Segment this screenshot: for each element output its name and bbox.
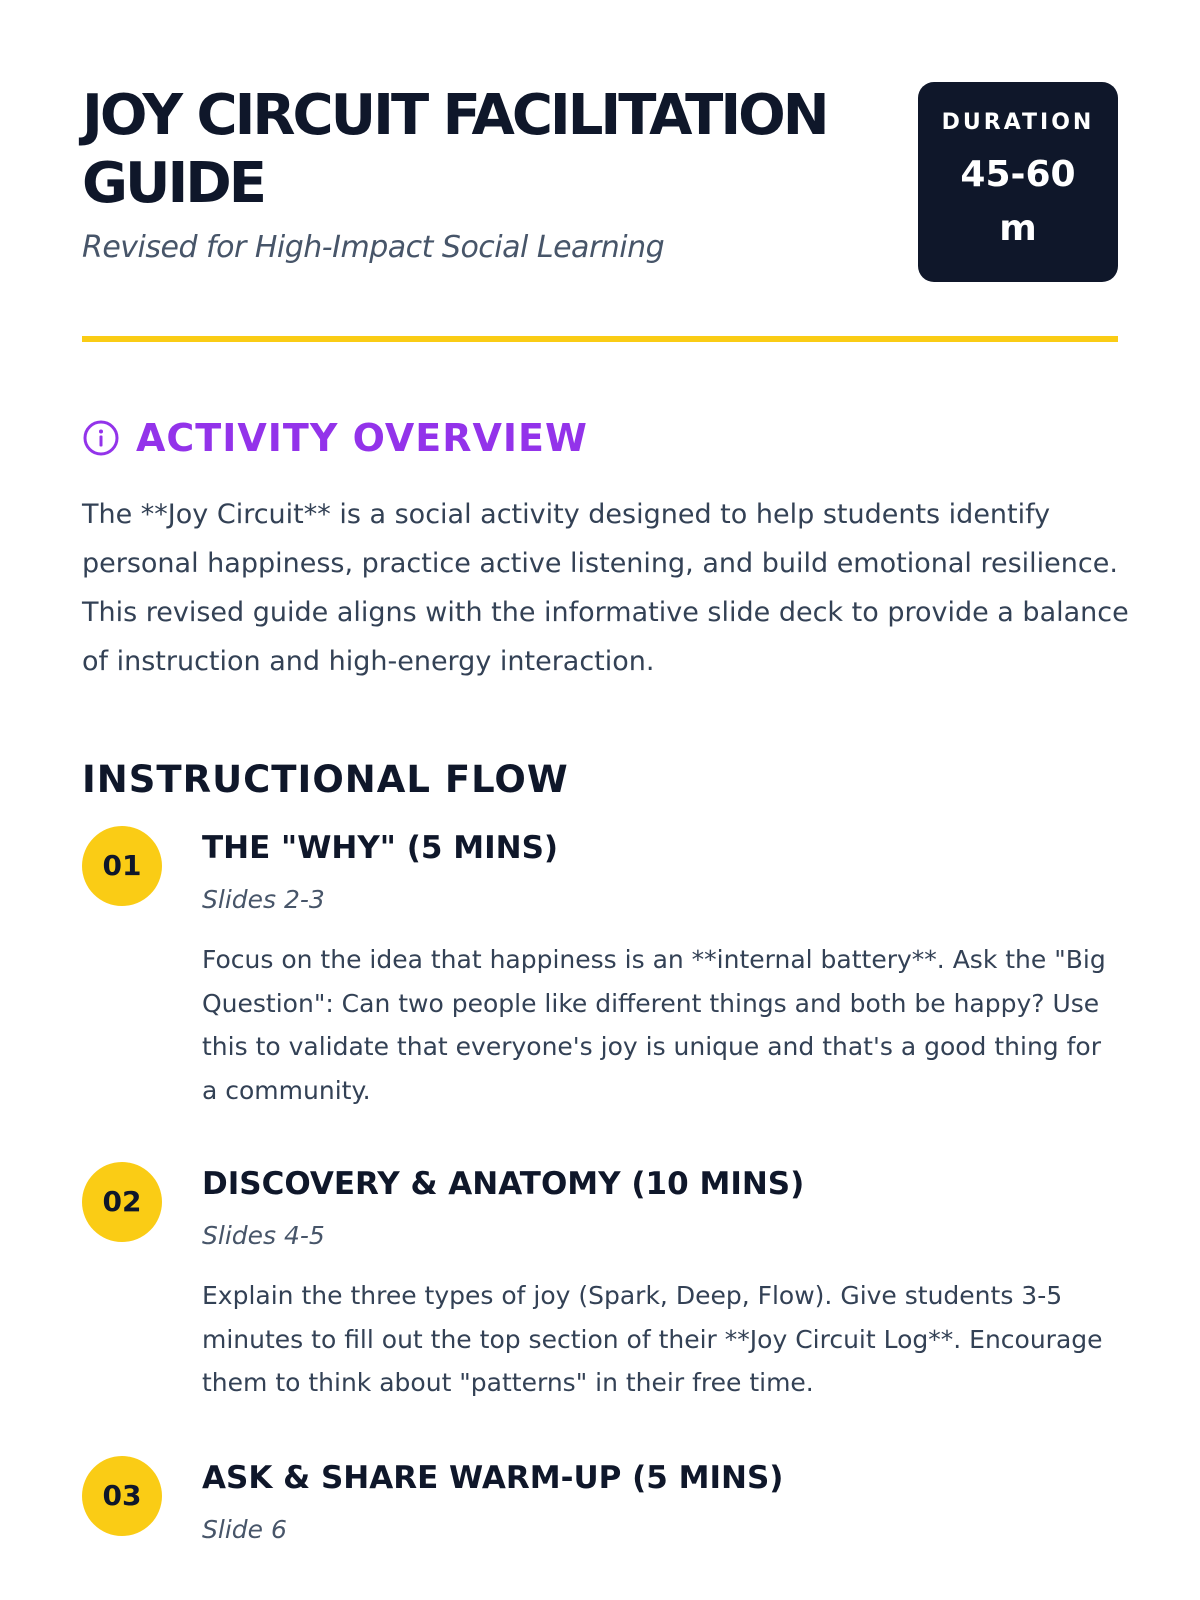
step-body xyxy=(202,1162,1122,1405)
page-title: JOY CIRCUIT FACILITATION GUIDE xyxy=(82,83,827,216)
duration-label: DURATION xyxy=(941,110,1095,135)
step-body xyxy=(202,826,1122,1112)
step-number-badge: 01 xyxy=(82,826,162,906)
overview-text: The **Joy Circuit** is a social activity designed to help students identify personal happiness, practice active listening, and build emotional resilience. This revised guide aligns with the informative slide deck to provide a balance of instruction and high-energy interaction. xyxy=(82,499,1129,677)
step-description: Focus on the idea that happiness is an **internal battery**. Ask the "Big Question": Can two people like different things and both be happy? Use this to validate that everyone's joy is unique and that's a good thing for a community. xyxy=(202,945,1106,1105)
step-body xyxy=(202,1456,1122,1546)
header-divider xyxy=(82,336,1118,342)
duration-badge xyxy=(918,82,1118,282)
step-title: DISCOVERY & ANATOMY (10 MINS) xyxy=(202,1166,805,1202)
duration-value: 45-60m xyxy=(960,154,1076,249)
step-description: Explain the three types of joy (Spark, Deep, Flow). Give students 3-5 minutes to fill out the top section of their **Joy Circuit Log**. Encourage them to think about "patterns" in their free time. xyxy=(202,1281,1103,1397)
overview-heading xyxy=(82,414,588,462)
instructional-flow-title: INSTRUCTIONAL FLOW xyxy=(82,758,569,801)
overview-title: ACTIVITY OVERVIEW xyxy=(136,416,588,460)
step-title: THE "WHY" (5 MINS) xyxy=(202,830,559,866)
page-subtitle: Revised for High-Impact Social Learning xyxy=(82,230,665,265)
step-number-badge: 03 xyxy=(82,1456,162,1536)
step-number-badge: 02 xyxy=(82,1162,162,1242)
step-slides-ref: Slides 2-3 xyxy=(202,885,325,914)
step-slides-ref: Slide 6 xyxy=(202,1515,287,1544)
info-icon xyxy=(82,419,120,457)
step-title: ASK & SHARE WARM-UP (5 MINS) xyxy=(202,1460,784,1496)
step-slides-ref: Slides 4-5 xyxy=(202,1221,325,1250)
guide-header xyxy=(82,0,1118,342)
